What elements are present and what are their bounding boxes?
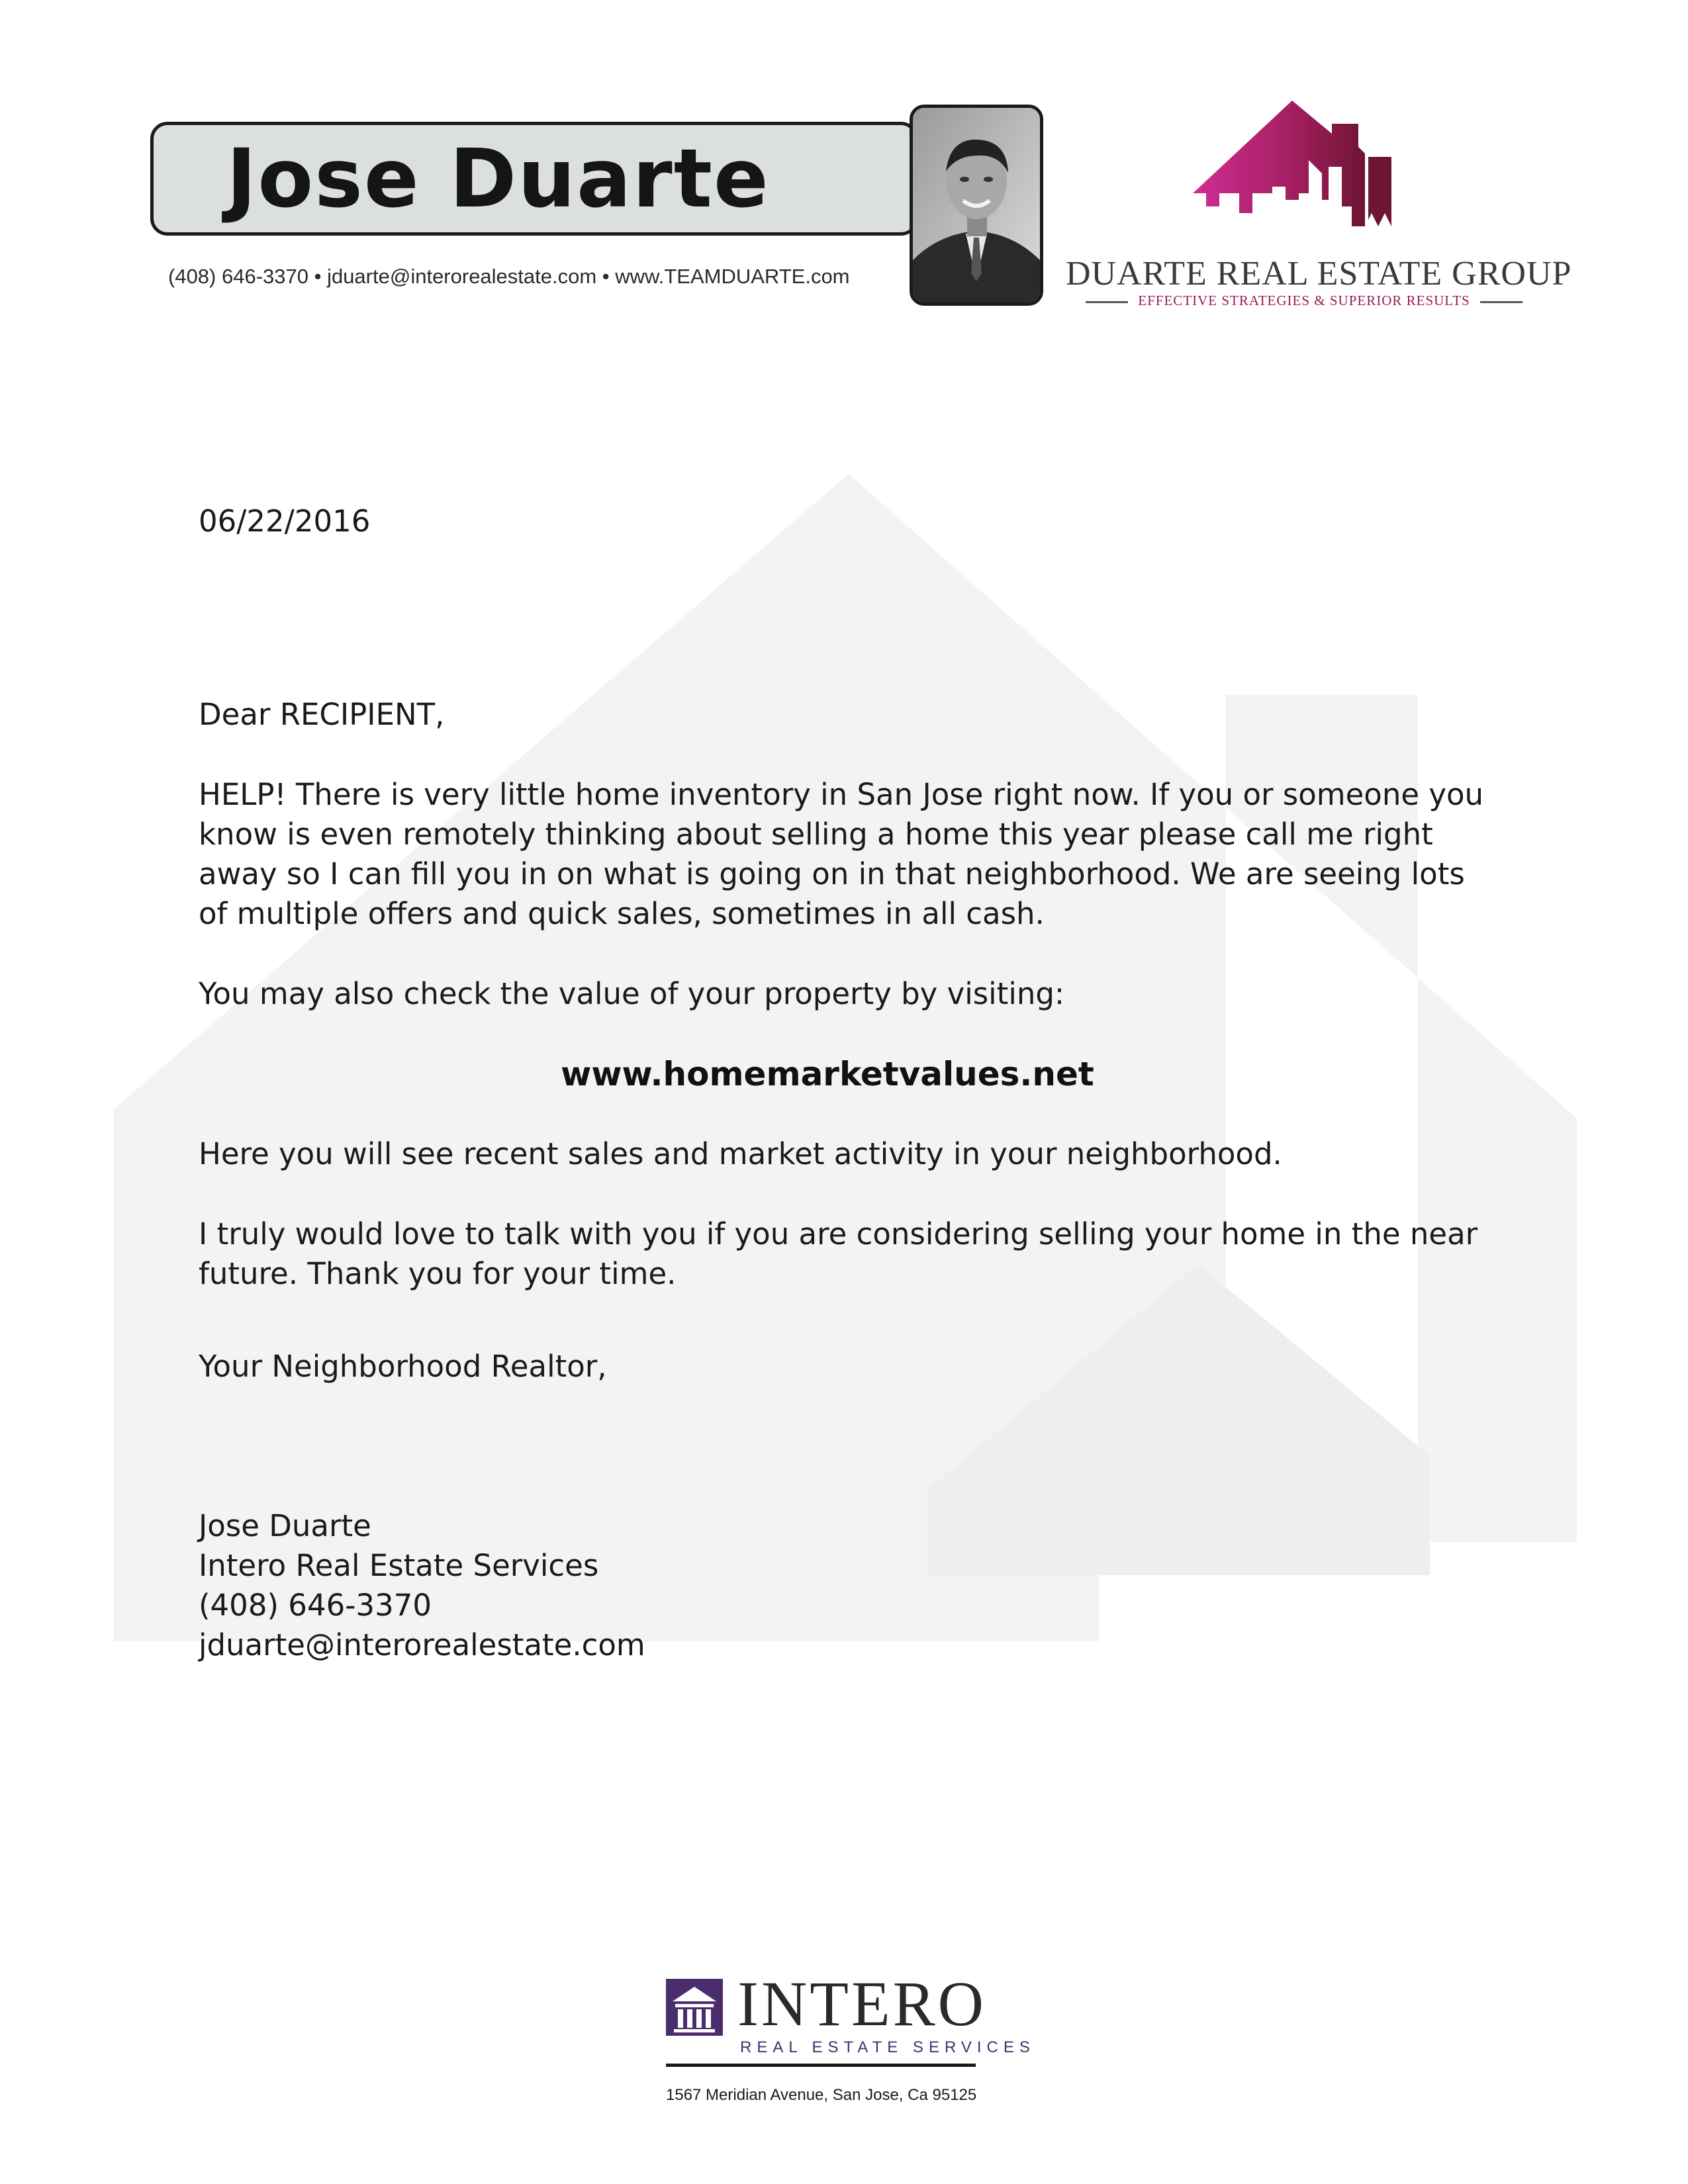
agent-contact-line: (408) 646-3370 • jduarte@interorealestate.com • www.TEAMDUARTE.com	[168, 265, 850, 288]
letter-paragraph-2: You may also check the value of your property by visiting:	[199, 976, 1065, 1011]
letter-date: 06/22/2016	[199, 504, 371, 539]
house-roof-icon	[1193, 94, 1405, 233]
letter-paragraph-3: Here you will see recent sales and market activity in your neighborhood.	[199, 1136, 1282, 1171]
signature-name: Jose Duarte	[199, 1508, 371, 1543]
brand-tagline: EFFECTIVE STRATEGIES & SUPERIOR RESULTS	[1138, 293, 1470, 308]
letter-paragraph-4: I truly would love to talk with you if you are considering selling your home in the near future. Thank you for your time.	[199, 1216, 1478, 1291]
brand-title: DUARTE REAL ESTATE GROUP	[1066, 255, 1572, 293]
tagline-rule-right	[1480, 301, 1523, 303]
letter-paragraph-1: HELP! There is very little home inventory in San Jose right now. If you or someone you know is even remotely thinking about selling a home this year please call me right away so I can fill you in on what is going on in that neighborhood. We are seeing lots of multiple offers and quick sales, sometimes in all cash.	[199, 777, 1484, 931]
brand-tagline-row	[1066, 293, 1542, 312]
signature-email: jduarte@interorealestate.com	[199, 1627, 645, 1662]
signature-company: Intero Real Estate Services	[199, 1548, 599, 1583]
duarte-group-logo	[1066, 94, 1572, 312]
intero-building-icon	[666, 1979, 723, 2036]
letter-greeting: Dear RECIPIENT,	[199, 697, 445, 732]
agent-photo	[910, 105, 1043, 306]
intero-underline	[666, 2064, 976, 2067]
intero-wordmark: INTERO	[737, 1968, 986, 2039]
signature-phone: (408) 646-3370	[199, 1588, 432, 1623]
letter-body	[199, 502, 1496, 1665]
website-link[interactable]: www.homemarketvalues.net	[561, 1055, 1094, 1093]
agent-name-banner	[150, 122, 918, 236]
intero-logo	[666, 1968, 1035, 2085]
intero-subtitle: REAL ESTATE SERVICES	[740, 2038, 1035, 2056]
agent-portrait-image	[913, 108, 1040, 302]
letter-closing: Your Neighborhood Realtor,	[199, 1349, 607, 1384]
office-address: 1567 Meridian Avenue, San Jose, Ca 95125	[666, 2086, 977, 2104]
agent-name: Jose Duarte	[226, 132, 770, 226]
